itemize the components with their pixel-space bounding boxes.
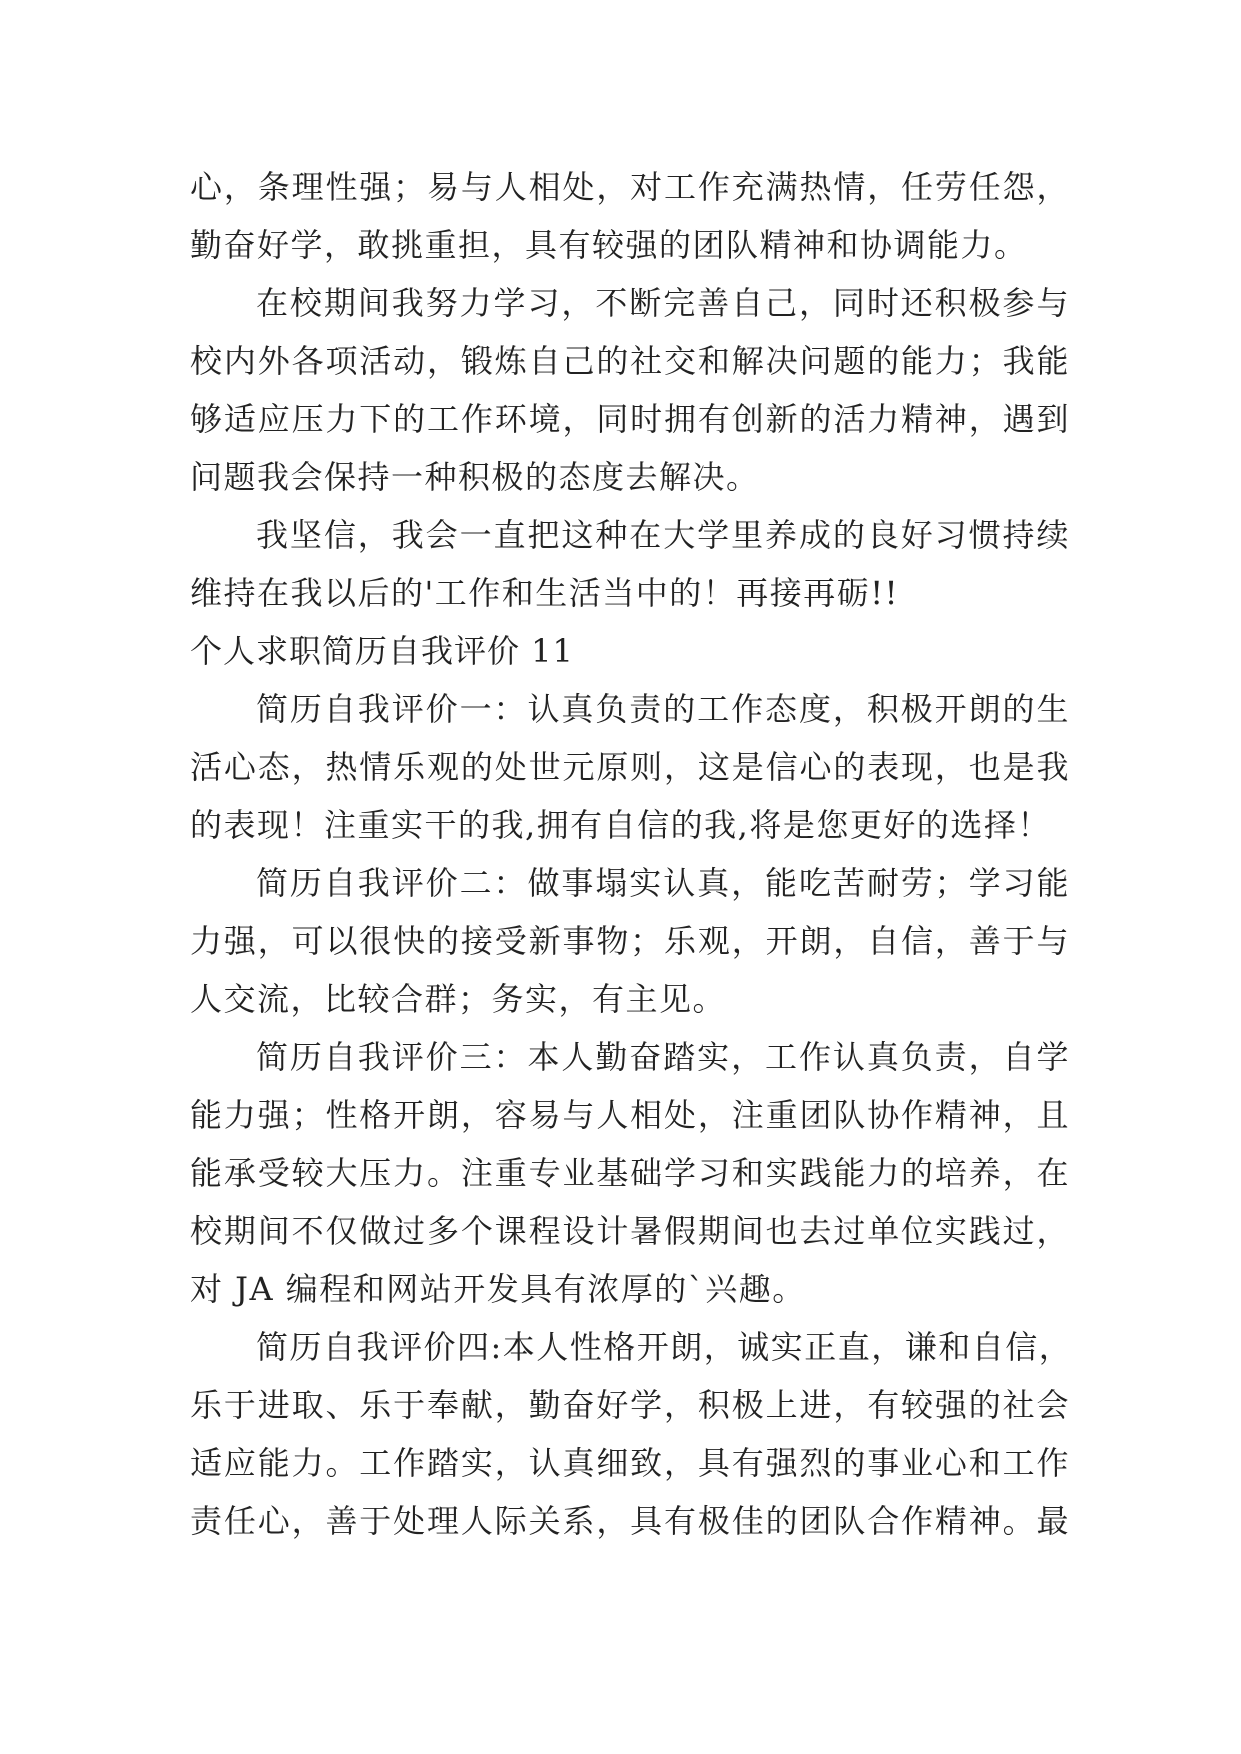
text-line: 能承受较大压力。注重专业基础学习和实践能力的培养，在 <box>190 1154 1070 1192</box>
text-line: 简历自我评价四:本人性格开朗，诚实正直，谦和自信， <box>256 1328 1073 1366</box>
paragraph-evaluation-four <box>190 1318 1073 1550</box>
text-line: 问题我会保持一种积极的态度去解决。 <box>190 458 760 496</box>
text-line: 活心态，热情乐观的处世元原则，这是信心的表现，也是我 <box>190 748 1070 786</box>
text-line: 我坚信，我会一直把这种在大学里养成的良好习惯持续 <box>256 516 1070 554</box>
text-line: 心，条理性强；易与人相处，对工作充满热情，任劳任怨， <box>190 168 1070 206</box>
paragraph-evaluation-three <box>190 1028 1070 1318</box>
text-line: 校期间不仅做过多个课程设计暑假期间也去过单位实践过， <box>190 1212 1070 1250</box>
text-line: 维持在我以后的'工作和生活当中的！再接再砺!! <box>190 574 900 612</box>
paragraph-continuation <box>190 158 1070 274</box>
text-line: 勤奋好学，敢挑重担，具有较强的团队精神和协调能力。 <box>190 226 1028 264</box>
text-line: 简历自我评价二：做事塌实认真，能吃苦耐劳；学习能 <box>256 864 1070 902</box>
text-line: 力强，可以很快的接受新事物；乐观，开朗，自信，善于与 <box>190 922 1070 960</box>
text-line: 的表现！注重实干的我,拥有自信的我,将是您更好的选择！ <box>190 806 1051 844</box>
text-line: 人交流，比较合群；务实，有主见。 <box>190 980 727 1018</box>
text-line: 乐于进取、乐于奉献，勤奋好学，积极上进，有较强的社会 <box>190 1386 1070 1424</box>
paragraph-belief <box>190 506 1070 622</box>
text-line: 适应能力。工作踏实，认真细致，具有强烈的事业心和工作 <box>190 1444 1070 1482</box>
text-line: 简历自我评价一：认真负责的工作态度，积极开朗的生 <box>256 690 1070 728</box>
text-line: 对 JA 编程和网站开发具有浓厚的`兴趣。 <box>190 1270 806 1308</box>
text-line: 简历自我评价三：本人勤奋踏实，工作认真负责，自学 <box>256 1038 1070 1076</box>
text-line: 责任心，善于处理人际关系，具有极佳的团队合作精神。最 <box>190 1502 1070 1540</box>
paragraph-evaluation-one <box>190 680 1070 854</box>
section-heading <box>190 622 1070 680</box>
text-line: 在校期间我努力学习，不断完善自己，同时还积极参与 <box>256 284 1070 322</box>
text-line: 校内外各项活动，锻炼自己的社交和解决问题的能力；我能 <box>190 342 1070 380</box>
text-line: 够适应压力下的工作环境，同时拥有创新的活力精神，遇到 <box>190 400 1070 438</box>
paragraph-evaluation-two <box>190 854 1070 1028</box>
text-line: 能力强；性格开朗，容易与人相处，注重团队协作精神，且 <box>190 1096 1070 1134</box>
section-title: 个人求职简历自我评价 11 <box>190 632 574 670</box>
paragraph-school-activities <box>190 274 1070 506</box>
document-body <box>190 158 1073 1550</box>
